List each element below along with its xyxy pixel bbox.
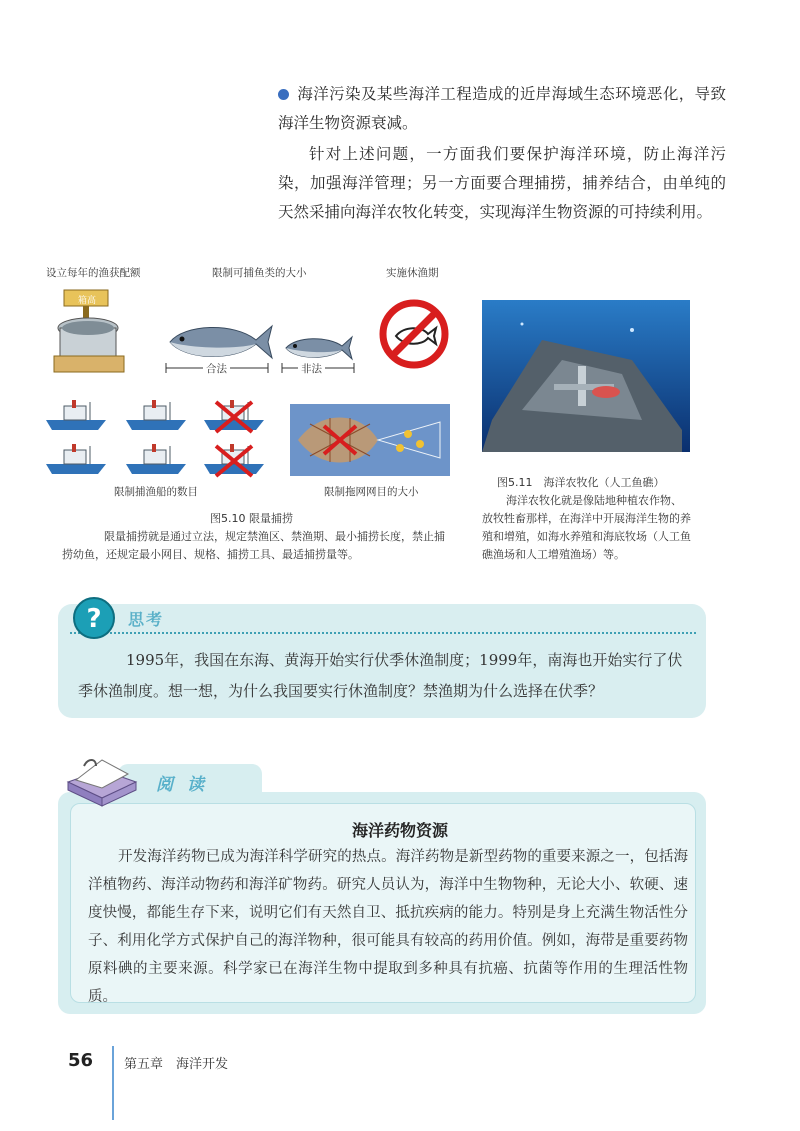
chapter-title: 第五章 海洋开发 bbox=[124, 1057, 229, 1072]
think-title: 思考 bbox=[128, 610, 165, 629]
reading-text-body: 开发海洋药物已成为海洋科学研究的热点。海洋药物是新型药物的重要来源之一，包括海洋植物药、海洋动物药和海洋矿物药。研究人员认为，海洋中生物物种，无论大小、软硬、速度快慢，都能生存下来，说明它们有天然自卫、抵抗疾病的能力。特别是身上充满生物活性分子、利用化学方式保护自己的海洋物种，很可能具有较高的药用价值。例如，海带是重要药物原料碘的主要来源。科学家已在海洋生物中提取到多种具有抗癌、抗菌等作用的生理活性物质。 bbox=[88, 849, 688, 1005]
think-text bbox=[78, 645, 688, 707]
artificial-reef-photo bbox=[482, 300, 690, 452]
scale-sign: 箱高 bbox=[78, 296, 97, 306]
label-legal: 合法 bbox=[203, 361, 230, 376]
label-fish-size: 限制可捕鱼类的大小 bbox=[212, 267, 307, 279]
label-illegal: 非法 bbox=[298, 361, 325, 376]
bullet-paragraph bbox=[278, 80, 726, 138]
no-fishing-icon bbox=[378, 298, 450, 370]
footer-divider bbox=[112, 1046, 114, 1120]
question-mark-icon bbox=[72, 596, 116, 640]
bullet-dot-icon bbox=[278, 89, 289, 100]
fish-large-illustration bbox=[164, 318, 274, 366]
reading-text bbox=[88, 843, 688, 1011]
size-ruler bbox=[164, 362, 358, 374]
fish-small-illustration bbox=[282, 332, 354, 364]
body-paragraph bbox=[278, 140, 726, 227]
book-icon bbox=[62, 752, 142, 808]
label-mesh: 限制拖网网目的大小 bbox=[324, 486, 419, 498]
reading-tab-title: 阅读 bbox=[156, 775, 218, 795]
label-moratorium: 实施休渔期 bbox=[386, 267, 439, 279]
trawl-net-illustration bbox=[290, 404, 450, 476]
body-paragraph-text: 针对上述问题，一方面我们要保护海洋环境，防止海洋污染，加强海洋管理；另一方面要合理捕捞，捕养结合，由单纯的天然采捕向海洋农牧化转变，实现海洋生物资源的可持续利用。 bbox=[278, 145, 726, 221]
think-text-body: 1995年，我国在东海、黄海开始实行伏季休渔制度；1999年，南海也开始实行了伏季休渔制度。想一想，为什么我国要实行休渔制度？禁渔期为什么选择在伏季？ bbox=[78, 651, 683, 700]
boats-illustration bbox=[44, 398, 270, 478]
page-number: 56 bbox=[68, 1050, 94, 1071]
figure-5-11-text: 海洋农牧化就是像陆地种植农作物、放牧牲畜那样，在海洋中开展海洋生物的养殖和增殖，如海水养殖和海底牧场（人工鱼礁渔场和人工增殖渔场）等。 bbox=[482, 494, 691, 561]
think-divider bbox=[70, 632, 696, 634]
figure-5-10-title: 图5.10 限量捕捞 bbox=[210, 512, 293, 525]
figure-5-11-title: 图5.11 海洋农牧化（人工鱼礁） bbox=[497, 476, 665, 489]
label-quota: 设立每年的渔获配额 bbox=[46, 267, 141, 279]
bullet-text: 海洋污染及某些海洋工程造成的近岸海域生态环境恶化，导致海洋生物资源衰减。 bbox=[278, 85, 726, 132]
svg-text:?: ? bbox=[86, 604, 102, 634]
figure-5-10-text: 限量捕捞就是通过立法，规定禁渔区、禁渔期、最小捕捞长度，禁止捕捞幼鱼，还规定最小网目、规格、捕捞工具、最适捕捞量等。 bbox=[62, 530, 445, 561]
label-boats: 限制捕渔船的数目 bbox=[114, 486, 198, 498]
reading-heading: 海洋药物资源 bbox=[351, 821, 448, 840]
